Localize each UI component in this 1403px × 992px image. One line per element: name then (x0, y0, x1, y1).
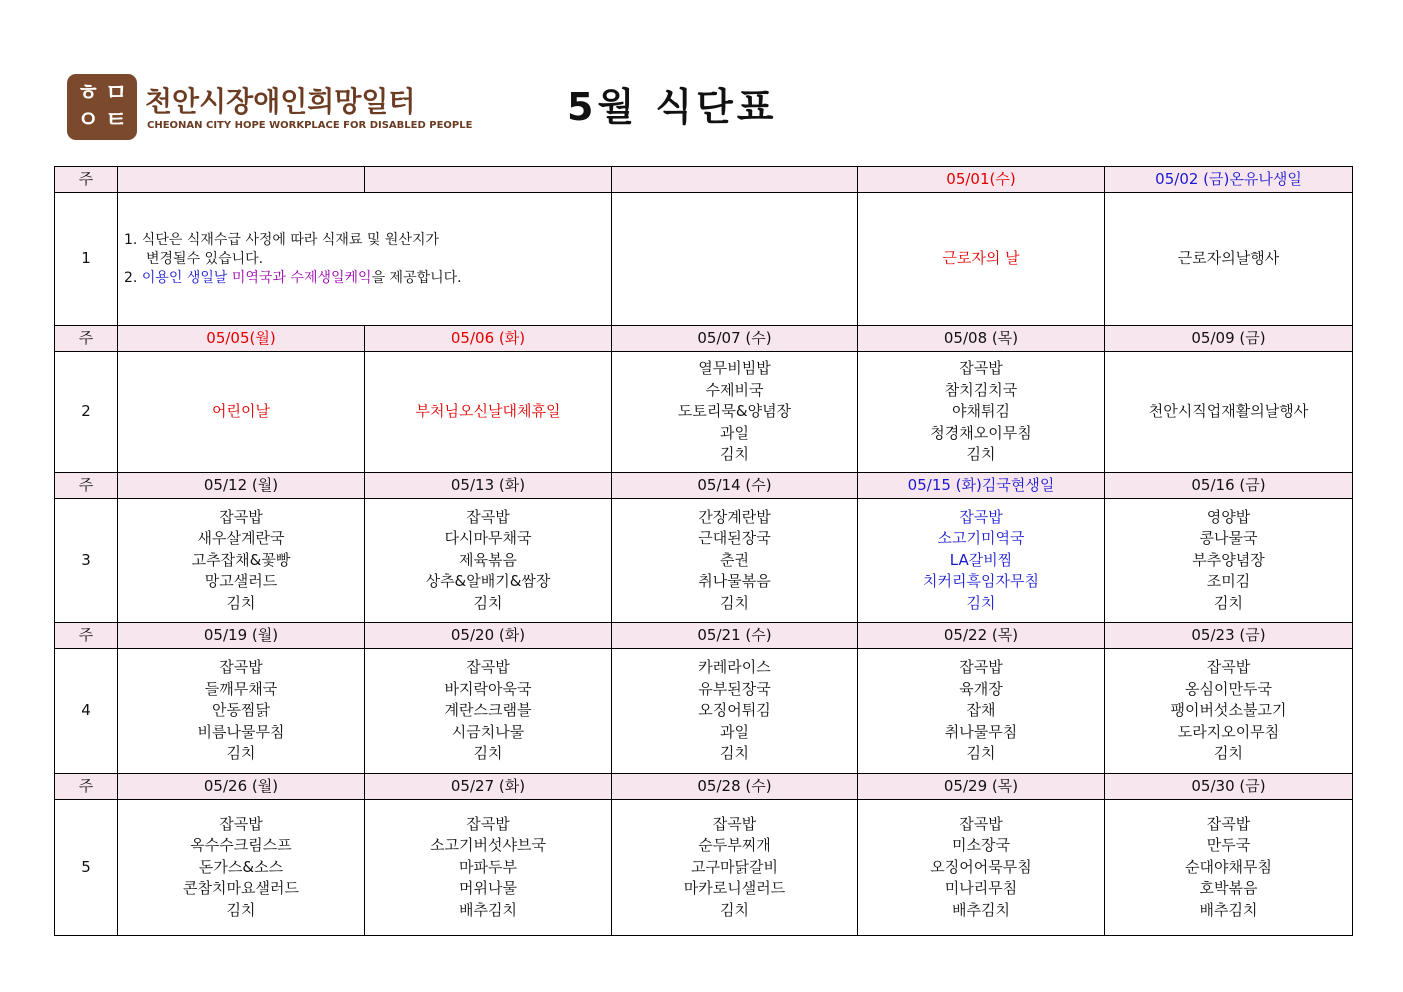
menu-item: 근로자의 날 (942, 249, 1020, 268)
menu-item: 잡곡밥 (219, 507, 263, 526)
menu-item: 어린이날 (212, 402, 270, 421)
date-cell (612, 167, 858, 193)
menu-item: 시금치나물 (451, 722, 525, 741)
week-1-menu-row (55, 193, 1353, 326)
menu-item: 김치 (720, 445, 749, 464)
week-number: 3 (55, 499, 118, 623)
page-title: 5월 식단표 (567, 85, 778, 129)
menu-item: 잡채 (966, 701, 996, 720)
menu-item: 김치 (226, 900, 256, 919)
menu-item: 오징어어묵무침 (930, 857, 1032, 876)
menu-item: 머위나물 (459, 879, 517, 898)
menu-item: 김치 (1214, 593, 1243, 612)
menu-item: 잡곡밥 (219, 658, 263, 677)
menu-item: 팽이버섯소불고기 (1170, 701, 1287, 720)
menu-item: 바지락아욱국 (444, 679, 532, 698)
menu-item: 고구마닭갈비 (691, 857, 778, 876)
menu-item: 육개장 (959, 679, 1003, 698)
menu-cell (1105, 193, 1353, 326)
company-logo (67, 74, 137, 140)
week-4-menu-row (55, 649, 1353, 774)
menu-item: 계란스크램블 (444, 701, 532, 720)
menu-cell (858, 499, 1105, 623)
menu-item: 취나물볶음 (698, 572, 771, 591)
menu-item: LA갈비찜 (949, 550, 1013, 569)
date-cell: 05/23 (금) (1105, 623, 1353, 649)
menu-cell (1105, 352, 1353, 473)
logo-glyph: ㅎ (77, 80, 100, 106)
date-cell: 05/20 (화) (365, 623, 612, 649)
menu-item: 근로자의날행사 (1177, 249, 1280, 268)
menu-item: 김치 (966, 744, 996, 763)
logo-glyph: ㅇ (77, 107, 100, 133)
menu-item: 과일 (720, 423, 749, 442)
menu-cell (858, 352, 1105, 473)
menu-item: 영양밥 (1206, 507, 1251, 526)
date-cell: 05/06 (화) (365, 326, 612, 352)
menu-item: 만두국 (1206, 836, 1251, 855)
menu-item: 다시마무채국 (444, 529, 532, 548)
menu-cell (118, 499, 365, 623)
menu-item: 김치 (473, 744, 503, 763)
menu-item: 김치 (720, 744, 749, 763)
notice-line-1: 1. 식단은 식재수급 사정에 따라 식재료 및 원산지가 (124, 231, 439, 248)
date-cell: 05/01(수) (858, 167, 1105, 193)
menu-item: 잡곡밥 (1206, 814, 1251, 833)
week-5-header-row (55, 774, 1353, 800)
menu-item: 제육볶음 (459, 550, 517, 569)
week-2-header-row (55, 326, 1353, 352)
menu-item: 김치 (1214, 744, 1243, 763)
menu-item: 조미김 (1206, 572, 1251, 591)
week-2-menu-row (55, 352, 1353, 473)
menu-cell (1105, 800, 1353, 936)
date-cell: 05/16 (금) (1105, 473, 1353, 499)
menu-item: 잡곡밥 (712, 814, 757, 833)
menu-item: 순두부찌개 (698, 836, 771, 855)
menu-cell (612, 649, 858, 774)
week-number: 2 (55, 352, 118, 473)
date-cell: 05/15 (화)김국현생일 (858, 473, 1105, 499)
menu-item: 소고기버섯샤브국 (430, 836, 546, 855)
notice-line-2 (124, 269, 611, 288)
menu-item: 유부된장국 (698, 679, 771, 698)
menu-item: 마파두부 (459, 857, 517, 876)
date-cell: 05/08 (목) (858, 326, 1105, 352)
menu-item: 새우살계란국 (197, 529, 285, 548)
menu-item: 부추양념장 (1192, 550, 1265, 569)
menu-item: 순대야채무침 (1185, 857, 1272, 876)
logo-glyph: ㅌ (105, 107, 128, 133)
week-3-header-row (55, 473, 1353, 499)
date-cell: 05/30 (금) (1105, 774, 1353, 800)
menu-item: 김치 (226, 744, 256, 763)
menu-item: 콩나물국 (1199, 529, 1258, 548)
menu-cell (118, 800, 365, 936)
menu-item: 호박볶음 (1199, 879, 1258, 898)
menu-item: 배추김치 (459, 900, 517, 919)
menu-cell (858, 193, 1105, 326)
week-number: 5 (55, 800, 118, 936)
menu-item: 김치 (966, 445, 996, 464)
menu-cell (612, 800, 858, 936)
menu-item: 배추김치 (952, 900, 1010, 919)
brand-name: 천안시장애인희망일터 (145, 85, 416, 118)
date-cell: 05/22 (목) (858, 623, 1105, 649)
menu-item: 옥수수크림스프 (190, 836, 292, 855)
brand-subtitle: CHEONAN CITY HOPE WORKPLACE FOR DISABLED PEOPLE (147, 120, 473, 131)
week-label: 주 (55, 326, 118, 352)
menu-item: 잡곡밥 (466, 658, 510, 677)
menu-item: 카레라이스 (698, 658, 771, 677)
notice-cake-text: 미역국과 수제생일케익 (231, 269, 372, 286)
notice-suffix: 을 제공합니다. (371, 269, 462, 286)
menu-cell (1105, 649, 1353, 774)
week-label: 주 (55, 623, 118, 649)
menu-item: 소고기미역국 (937, 529, 1025, 548)
date-cell (365, 167, 612, 193)
date-cell: 05/02 (금)온유나생일 (1105, 167, 1353, 193)
week-3-menu-row (55, 499, 1353, 623)
menu-cell (118, 352, 365, 473)
menu-item: 취나물무침 (944, 722, 1018, 741)
week-5-menu-row (55, 800, 1353, 936)
menu-item: 수제비국 (705, 380, 764, 399)
menu-item: 김치 (226, 593, 256, 612)
week-label: 주 (55, 167, 118, 193)
date-cell: 05/14 (수) (612, 473, 858, 499)
menu-cell (365, 352, 612, 473)
menu-cell (858, 649, 1105, 774)
menu-item: 잡곡밥 (219, 814, 263, 833)
notice-birthday-text: 이용인 생일날 (141, 269, 228, 286)
menu-item: 오징어튀김 (698, 701, 771, 720)
menu-item: 천안시직업재활의날행사 (1148, 402, 1309, 421)
menu-item: 비름나물무침 (197, 722, 285, 741)
menu-item: 김치 (720, 900, 749, 919)
menu-cell (118, 649, 365, 774)
menu-item: 도라지오이무침 (1177, 722, 1280, 741)
menu-item: 잡곡밥 (959, 507, 1003, 526)
menu-item: 잡곡밥 (466, 507, 510, 526)
menu-cell (365, 499, 612, 623)
notice-line-1b: 변경될수 있습니다. (146, 250, 264, 267)
menu-item: 마카로니샐러드 (683, 879, 786, 898)
menu-cell (612, 193, 858, 326)
date-cell: 05/26 (월) (118, 774, 365, 800)
menu-item: 잡곡밥 (1206, 658, 1251, 677)
date-cell: 05/07 (수) (612, 326, 858, 352)
menu-item: 열무비빔밥 (698, 359, 771, 378)
menu-item: 돈가스&소스 (198, 857, 284, 876)
menu-cell (858, 800, 1105, 936)
menu-item: 잡곡밥 (959, 814, 1003, 833)
notice-prefix: 2. (124, 269, 142, 286)
menu-item: 참치김치국 (944, 380, 1018, 399)
date-cell: 05/05(월) (118, 326, 365, 352)
menu-item: 상추&알배기&쌈장 (425, 572, 551, 591)
menu-item: 옹심이만두국 (1185, 679, 1272, 698)
meal-plan-table (54, 166, 1353, 936)
menu-item: 치커리흑임자무침 (923, 572, 1039, 591)
menu-item: 고추잡채&꽃빵 (191, 550, 291, 569)
menu-item: 춘권 (720, 550, 749, 569)
menu-item: 콘참치마요샐러드 (183, 879, 299, 898)
notice-cell (118, 193, 612, 326)
menu-cell (612, 499, 858, 623)
menu-item: 부처님오신날대체휴일 (415, 402, 561, 421)
menu-item: 미나리무침 (944, 879, 1018, 898)
menu-item: 근대된장국 (698, 529, 771, 548)
menu-cell (612, 352, 858, 473)
week-4-header-row (55, 623, 1353, 649)
week-label: 주 (55, 774, 118, 800)
menu-item: 과일 (720, 722, 749, 741)
menu-cell (365, 649, 612, 774)
date-cell: 05/12 (월) (118, 473, 365, 499)
menu-item: 미소장국 (952, 836, 1010, 855)
date-cell (118, 167, 365, 193)
date-cell: 05/27 (화) (365, 774, 612, 800)
menu-item: 잡곡밥 (959, 359, 1003, 378)
menu-item: 간장계란밥 (698, 507, 771, 526)
logo-glyph: ㅁ (105, 80, 128, 106)
week-1-header-row (55, 167, 1353, 193)
menu-item: 배추김치 (1199, 900, 1258, 919)
date-cell: 05/21 (수) (612, 623, 858, 649)
week-number: 1 (55, 193, 118, 326)
menu-item: 김치 (966, 593, 996, 612)
week-number: 4 (55, 649, 118, 774)
menu-item: 잡곡밥 (466, 814, 510, 833)
menu-item: 야채튀김 (952, 402, 1010, 421)
menu-item: 김치 (473, 593, 503, 612)
date-cell: 05/13 (화) (365, 473, 612, 499)
menu-item: 잡곡밥 (959, 658, 1003, 677)
menu-item: 청경채오이무침 (930, 423, 1032, 442)
week-label: 주 (55, 473, 118, 499)
date-cell: 05/28 (수) (612, 774, 858, 800)
date-cell: 05/29 (목) (858, 774, 1105, 800)
date-cell: 05/09 (금) (1105, 326, 1353, 352)
menu-item: 안동찜닭 (212, 701, 270, 720)
menu-cell (365, 800, 612, 936)
menu-item: 도토리묵&양념장 (677, 402, 792, 421)
menu-item: 김치 (720, 593, 749, 612)
menu-item: 망고샐러드 (204, 572, 278, 591)
date-cell: 05/19 (월) (118, 623, 365, 649)
menu-cell (1105, 499, 1353, 623)
menu-item: 들깨무채국 (204, 679, 278, 698)
